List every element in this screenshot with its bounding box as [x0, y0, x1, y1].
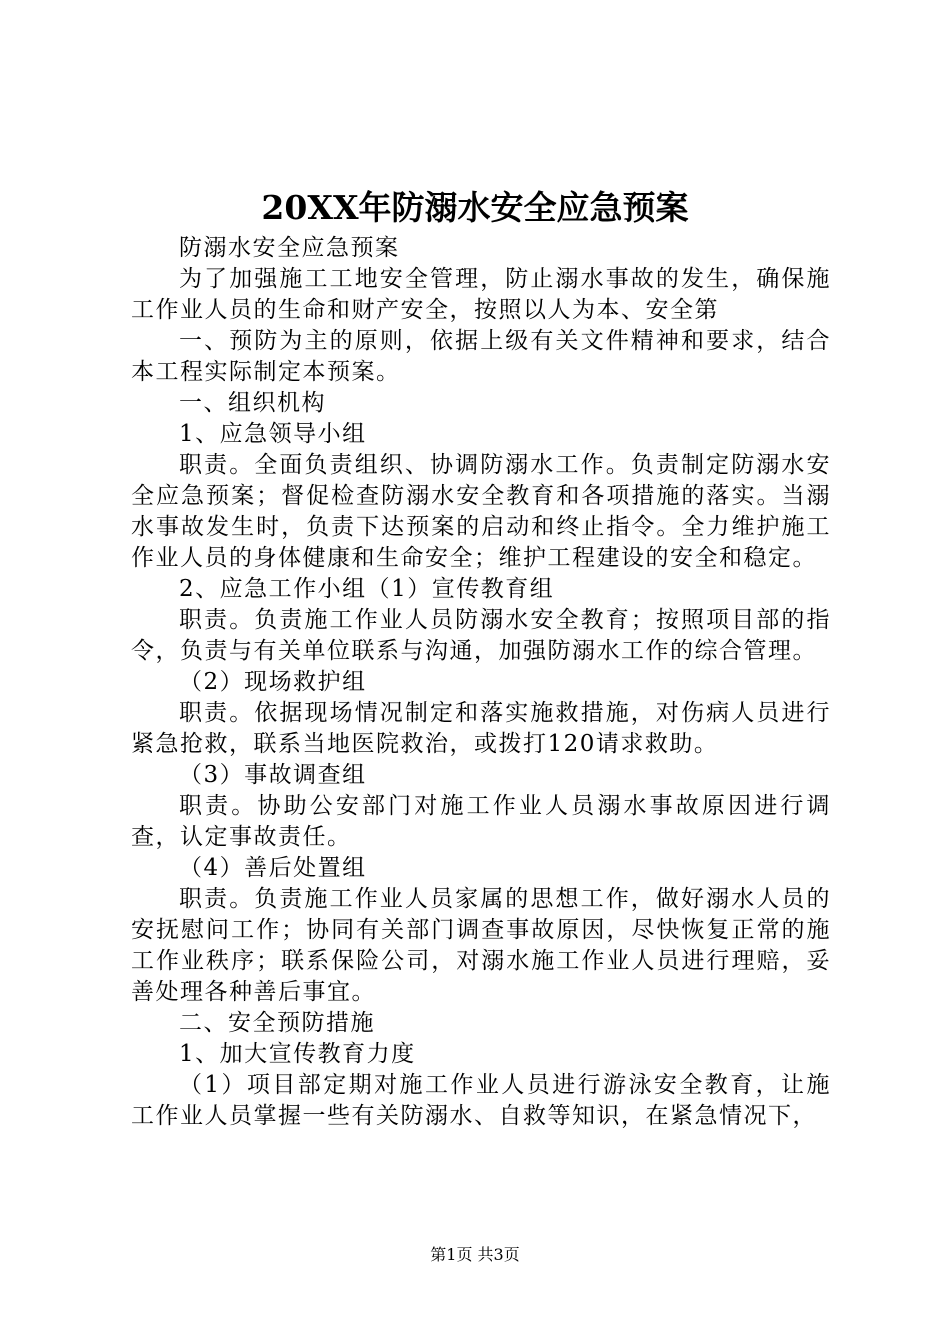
- paragraph-rescue-duties: 职责。依据现场情况制定和落实施救措施，对伤病人员进行紧急抢救，联系当地医院救治，或拨打120请求救助。: [131, 700, 831, 757]
- paragraph-leadership-duties: 职责。全面负责组织、协调防溺水工作。负责制定防溺水安全应急预案；督促检查防溺水安全教育和各项措施的落实。当溺水事故发生时，负责下达预案的启动和终止指令。全力维护施工作业人员的身体健康和生命安全；维护工程建设的安全和稳定。: [131, 452, 831, 571]
- heading-aftermath-group: （4）善后处置组: [179, 855, 367, 881]
- heading-education-intensity: 1、加大宣传教育力度: [179, 1041, 416, 1067]
- heading-investigation-group: （3）事故调查组: [179, 762, 367, 788]
- page-number: 第1页 共3页: [430, 1245, 520, 1264]
- paragraph-principle: 一、预防为主的原则，依据上级有关文件精神和要求，结合本工程实际制定本预案。: [131, 328, 831, 385]
- heading-work-group: 2、应急工作小组（1）宣传教育组: [179, 576, 555, 602]
- paragraph-regular-education: （1）项目部定期对施工作业人员进行游泳安全教育，让施工作业人员掌握一些有关防溺水、自救等知识，在紧急情况下，: [131, 1072, 831, 1129]
- document-body: [131, 233, 831, 1132]
- paragraph-subtitle: 防溺水安全应急预案: [179, 235, 400, 261]
- heading-organization: 一、组织机构: [179, 390, 326, 416]
- paragraph-investigation-duties: 职责。协助公安部门对施工作业人员溺水事故原因进行调查，认定事故责任。: [131, 793, 831, 850]
- document-title: 20XX年防溺水安全应急预案: [261, 188, 689, 227]
- heading-prevention-measures: 二、安全预防措施: [179, 1010, 375, 1036]
- paragraph-education-duties: 职责。负责施工作业人员防溺水安全教育；按照项目部的指令，负责与有关单位联系与沟通，加强防溺水工作的综合管理。: [131, 607, 831, 664]
- heading-leadership-group: 1、应急领导小组: [179, 421, 367, 447]
- heading-rescue-group: （2）现场救护组: [179, 669, 367, 695]
- paragraph-intro: 为了加强施工工地安全管理，防止溺水事故的发生，确保施工作业人员的生命和财产安全，按照以人为本、安全第: [131, 266, 831, 323]
- paragraph-aftermath-duties: 职责。负责施工作业人员家属的思想工作，做好溺水人员的安抚慰问工作；协同有关部门调查事故原因，尽快恢复正常的施工作业秩序；联系保险公司，对溺水施工作业人员进行理赔，妥善处理各种善后事宜。: [131, 886, 831, 1005]
